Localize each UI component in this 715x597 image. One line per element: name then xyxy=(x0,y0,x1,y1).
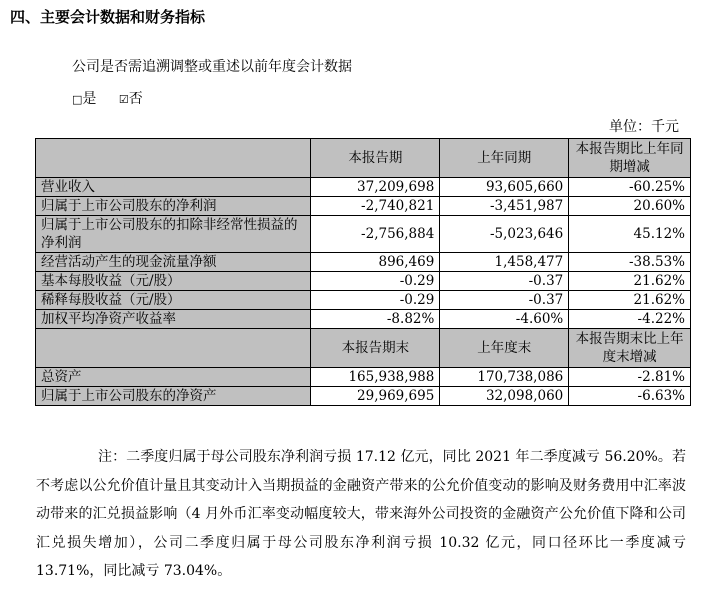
change-value: 45.12% xyxy=(569,216,691,253)
row-label: 归属于上市公司股东的净资产 xyxy=(36,387,311,406)
prior-period-value: -4.60% xyxy=(440,310,569,329)
change-value: -2.81% xyxy=(569,368,691,387)
row-label: 总资产 xyxy=(36,368,311,387)
change-value: 20.60% xyxy=(569,197,691,216)
current-period-value: -8.82% xyxy=(311,310,440,329)
table-row xyxy=(36,272,691,291)
prior-period-value: 32,098,060 xyxy=(440,387,569,406)
current-period-value: 896,469 xyxy=(311,253,440,272)
table-row xyxy=(36,368,691,387)
prior-period-value: -3,451,987 xyxy=(440,197,569,216)
column-header: 本报告期末 xyxy=(311,329,440,368)
row-label: 稀释每股收益（元/股） xyxy=(36,291,311,310)
row-label: 基本每股收益（元/股） xyxy=(36,272,311,291)
table-row xyxy=(36,310,691,329)
header-blank-cell xyxy=(36,139,311,178)
footnote: 注：二季度归属于母公司股东净利润亏损 17.12 亿元，同比 2021 年二季度减亏 56.20%。若不考虑以公允价值计量且其变动计入当期损益的金融资产带来的公允价值变动的影响及财务费用中汇率波动带来的汇兑损益影响（4 月外币汇率变动幅度较大，带来海外公司投资的金融资产公允价值下降和公司汇兑损失增加），公司二季度归属于母公司股东净利润亏损 10.32 亿元，同口径环比一季度减亏 13.71%，同比减亏 73.04%。 xyxy=(36,449,686,579)
prior-period-value: -5,023,646 xyxy=(440,216,569,253)
prior-period-value: 170,738,086 xyxy=(440,368,569,387)
restatement-options xyxy=(72,88,143,108)
current-period-value: -2,756,884 xyxy=(311,216,440,253)
row-label: 营业收入 xyxy=(36,178,311,197)
row-label: 归属于上市公司股东的扣除非经常性损益的净利润 xyxy=(36,216,311,253)
prior-period-value: 1,458,477 xyxy=(440,253,569,272)
prior-period-value: -0.37 xyxy=(440,272,569,291)
row-label: 经营活动产生的现金流量净额 xyxy=(36,253,311,272)
row-label: 归属于上市公司股东的净利润 xyxy=(36,197,311,216)
current-period-value: 37,209,698 xyxy=(311,178,440,197)
current-period-value: -0.29 xyxy=(311,272,440,291)
yes-label: 是 xyxy=(82,91,97,107)
financial-table xyxy=(35,138,691,406)
section-title: 四、主要会计数据和财务指标 xyxy=(10,8,206,26)
prior-period-value: -0.37 xyxy=(440,291,569,310)
header-blank-cell xyxy=(36,329,311,368)
prior-period-value: 93,605,660 xyxy=(440,178,569,197)
column-header: 本报告期末比上年度末增减 xyxy=(569,329,691,368)
no-label: 否 xyxy=(128,91,143,107)
current-period-value: 165,938,988 xyxy=(311,368,440,387)
column-header: 本报告期比上年同期增减 xyxy=(569,139,691,178)
change-value: -4.22% xyxy=(569,310,691,329)
row-label: 加权平均净资产收益率 xyxy=(36,310,311,329)
column-header: 本报告期 xyxy=(311,139,440,178)
table-header-row xyxy=(36,329,691,368)
unit-label: 单位：千元 xyxy=(609,119,679,135)
table-row xyxy=(36,387,691,406)
change-value: -6.63% xyxy=(569,387,691,406)
table-row xyxy=(36,197,691,216)
column-header: 上年度末 xyxy=(440,329,569,368)
table-row xyxy=(36,216,691,253)
no-checkbox[interactable]: ☑ xyxy=(118,93,129,106)
table-header-row xyxy=(36,139,691,178)
current-period-value: 29,969,695 xyxy=(311,387,440,406)
change-value: -60.25% xyxy=(569,178,691,197)
table-row xyxy=(36,291,691,310)
change-value: 21.62% xyxy=(569,291,691,310)
yes-checkbox[interactable]: □ xyxy=(72,93,83,106)
change-value: 21.62% xyxy=(569,272,691,291)
restatement-question: 公司是否需追溯调整或重述以前年度会计数据 xyxy=(72,59,352,75)
current-period-value: -2,740,821 xyxy=(311,197,440,216)
change-value: -38.53% xyxy=(569,253,691,272)
table-row xyxy=(36,253,691,272)
table-row xyxy=(36,178,691,197)
column-header: 上年同期 xyxy=(440,139,569,178)
current-period-value: -0.29 xyxy=(311,291,440,310)
